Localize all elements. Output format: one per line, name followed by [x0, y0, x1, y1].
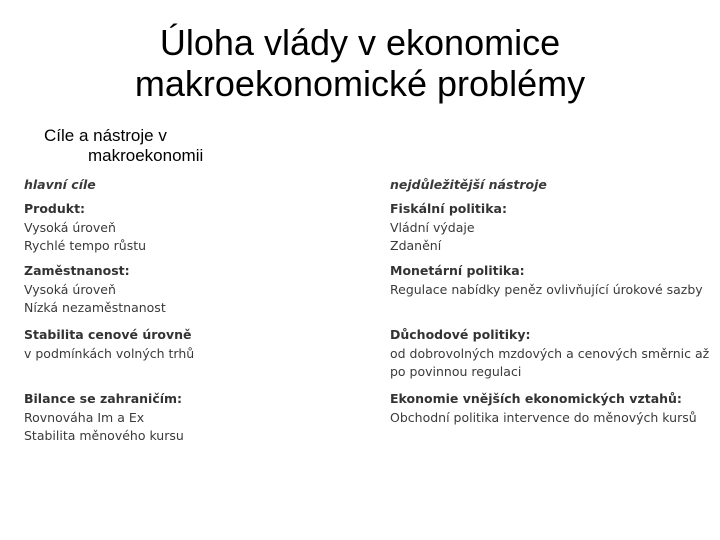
instrument-group-title: Monetární politika:: [390, 263, 525, 278]
slide-title-line-1: Úloha vlády v ekonomice: [159, 22, 561, 63]
goal-group-title: Bilance se zahraničím:: [24, 391, 183, 406]
goal-item: Nízká nezaměstnanost: [24, 300, 166, 316]
subtitle-line-2: makroekonomii: [88, 146, 204, 165]
goal-item: Rovnováha Im a Ex: [24, 409, 145, 425]
goal-group-title: Stabilita cenové úrovně: [24, 327, 192, 342]
instrument-item: Obchodní politika intervence do měnových kursů: [390, 409, 697, 425]
goal-group-title: Produkt:: [24, 201, 86, 216]
goal-item: Vysoká úroveň: [24, 281, 116, 297]
instrument-group-fiscal: [390, 200, 507, 256]
instrument-item: Regulace nabídky peněz ovlivňující úrokové sazby: [390, 281, 703, 297]
instrument-group-income: [390, 326, 718, 382]
goal-group-product: [24, 200, 146, 256]
instrument-group-title: Důchodové politiky:: [390, 327, 531, 342]
goal-group-employment: [24, 262, 166, 318]
goals-header: hlavní cíle: [24, 177, 96, 192]
goal-item: Vysoká úroveň: [24, 219, 116, 235]
goal-item: Stabilita měnového kursu: [24, 428, 184, 444]
instrument-group-title: Fiskální politika:: [390, 201, 507, 216]
goal-item: v podmínkách volných trhů: [24, 345, 195, 361]
instrument-item: od dobrovolných mzdových a cenových směrnic až po povinnou regulaci: [390, 345, 710, 380]
instrument-item: Zdanění: [390, 238, 442, 254]
subtitle-line-1: Cíle a nástroje v: [44, 126, 167, 145]
instruments-header: nejdůležitější nástroje: [390, 177, 547, 192]
slide-subtitle: [44, 126, 203, 166]
slide-title-line-2: makroekonomické problémy: [134, 63, 586, 104]
instrument-item: Vládní výdaje: [390, 219, 475, 235]
instruments-column: [390, 176, 718, 425]
slide-title: [0, 22, 720, 104]
instrument-group-external: [390, 390, 697, 427]
goals-column: [24, 176, 354, 444]
goal-item: Rychlé tempo růstu: [24, 238, 147, 254]
goal-group-title: Zaměstnanost:: [24, 263, 130, 278]
goal-group-foreign-balance: [24, 390, 184, 446]
instrument-group-title: Ekonomie vnějších ekonomických vztahů:: [390, 391, 682, 406]
goal-group-price-stability: [24, 326, 194, 363]
instrument-group-monetary: [390, 262, 703, 299]
